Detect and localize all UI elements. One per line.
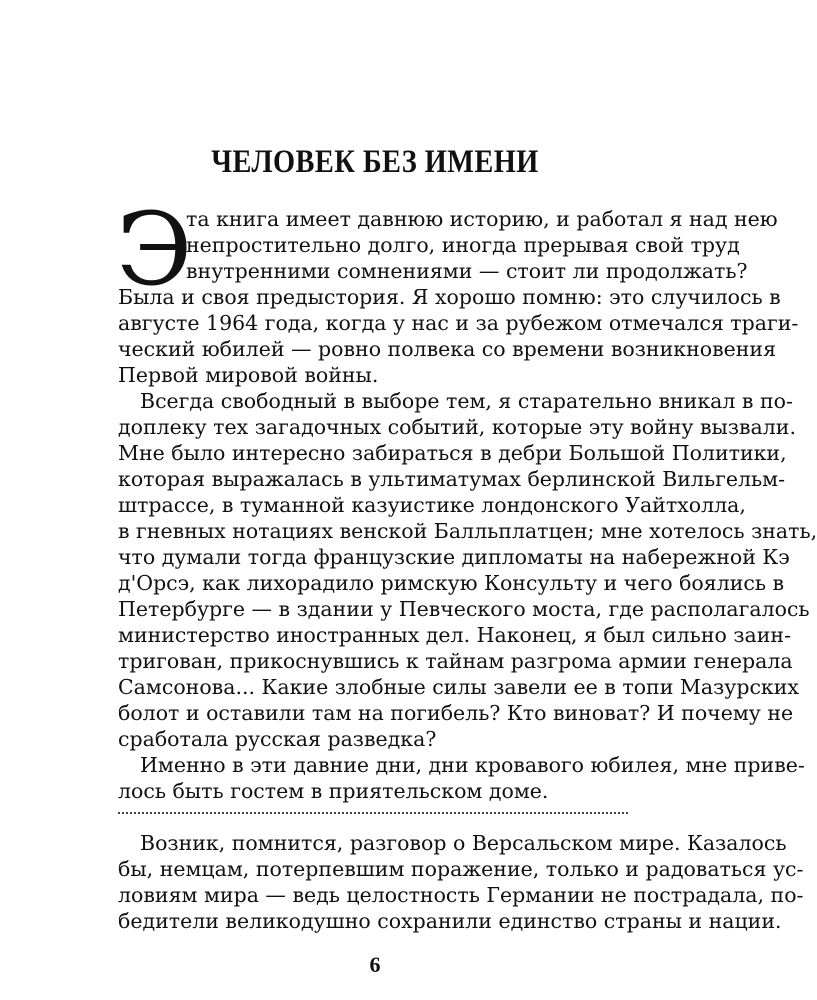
- text-line: тригован, прикоснувшись к тайнам разгрома армии генерала: [118, 649, 793, 673]
- section-divider: [118, 812, 628, 814]
- text-line: бедители великодушно сохранили единство страны и нации.: [118, 909, 782, 933]
- text-line: бы, немцам, потерпевшим поражение, только и радоваться ус-: [118, 857, 804, 881]
- text-line: Мне было интересно забираться в дебри Большой Политики,: [118, 441, 787, 465]
- text-line: в гневных нотациях венской Балльплатцен; мне хотелось знать,: [118, 519, 817, 543]
- text-line: Самсонова... Какие злобные силы завели ее в топи Мазурских: [118, 675, 799, 699]
- text-line: министерство иностранных дел. Наконец, я был сильно заин-: [118, 623, 792, 647]
- text-line: лось быть гостем в приятельском доме.: [118, 779, 549, 803]
- page-number: 6: [369, 952, 381, 977]
- text-line: Возник, помнится, разговор о Версальском мире. Казалось: [140, 831, 787, 855]
- text-line: ческий юбилей — ровно полвека со времени возникновения: [118, 337, 777, 361]
- chapter-title: ЧЕЛОВЕК БЕЗ ИМЕНИ: [211, 144, 539, 180]
- text-line: что думали тогда французские дипломаты на набережной Кэ: [118, 545, 790, 569]
- text-line: та книга имеет давнюю историю, и работал я над нею: [186, 207, 778, 231]
- text-line: внутренними сомнениями — стоит ли продолжать?: [186, 259, 748, 283]
- text-line: штрассе, в туманной казуистике лондонского Уайтхолла,: [118, 493, 746, 517]
- text-line: болот и оставили там на погибель? Кто виноват? И почему не: [118, 701, 794, 725]
- text-line: Была и своя предыстория. Я хорошо помню: это случилось в: [118, 285, 781, 309]
- text-line: сработала русская разведка?: [118, 727, 437, 751]
- text-line: августе 1964 года, когда у нас и за рубежом отмечался траги-: [118, 311, 799, 335]
- text-line: непростительно долго, иногда прерывая свой труд: [186, 233, 740, 257]
- text-line: которая выражалась в ультиматумах берлинской Вильгельм-: [118, 467, 786, 491]
- text-line: д'Орсэ, как лихорадило римскую Консульту и чего боялись в: [118, 571, 785, 595]
- text-line: Первой мировой войны.: [118, 363, 379, 387]
- text-line: Именно в эти давние дни, дни кровавого юбилея, мне приве-: [140, 753, 805, 777]
- text-line: Петербурге — в здании у Певческого моста, где располагалось: [118, 597, 810, 621]
- drop-cap: Э: [116, 191, 193, 308]
- text-line: доплеку тех загадочных событий, которые эту войну вызвали.: [118, 415, 796, 439]
- text-line: Всегда свободный в выборе тем, я старательно вникал в по-: [140, 389, 793, 413]
- text-line: ловиям мира — ведь целостность Германии не пострадала, по-: [118, 883, 804, 907]
